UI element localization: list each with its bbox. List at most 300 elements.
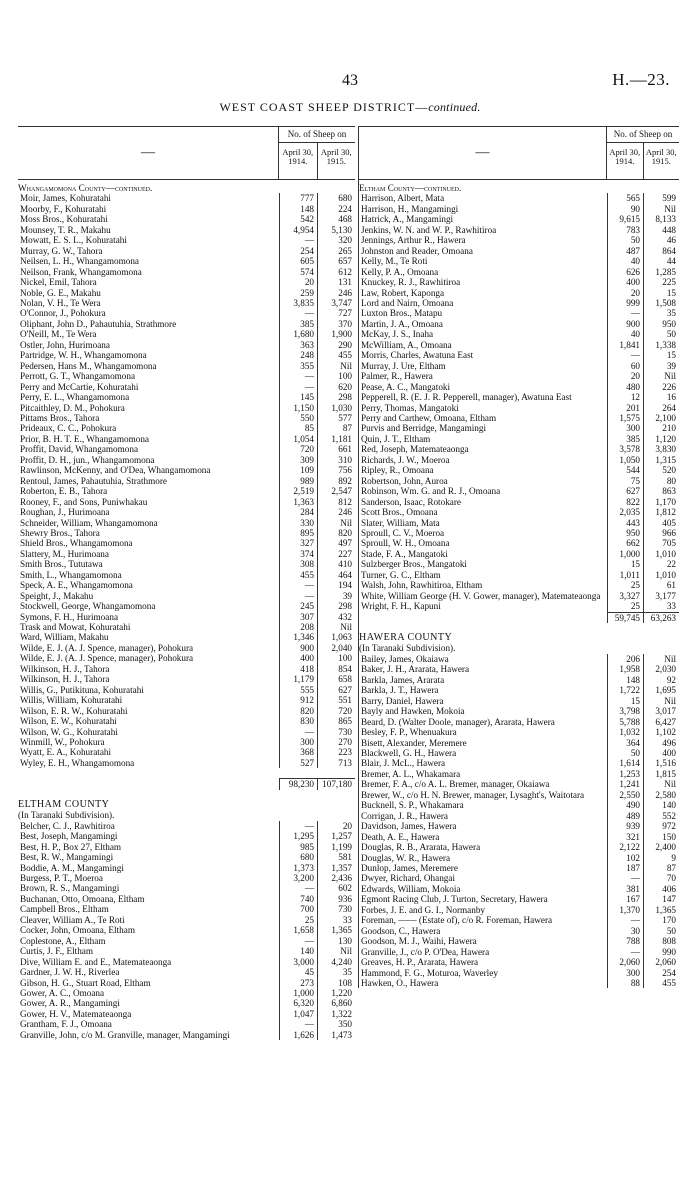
sheep-1915: 602: [317, 883, 355, 893]
sheep-1914: 1,050: [607, 455, 643, 465]
sheep-1915: 61: [643, 580, 679, 590]
table-row: [359, 340, 679, 350]
owner-name: Moss Bros., Kohuratahi: [20, 214, 108, 225]
table-row: [359, 591, 679, 601]
sheep-1914: 2,035: [607, 507, 643, 517]
sheep-1914: 2,550: [607, 790, 643, 800]
table-row: [359, 444, 679, 454]
sheep-1915: 1,102: [643, 727, 679, 737]
table-row: [359, 654, 679, 664]
table-row: [359, 947, 679, 957]
table-row: [359, 298, 679, 308]
table-row: [18, 894, 355, 904]
sheep-1914: 20: [279, 277, 317, 287]
owner-name: Bisett, Alexander, Meremere: [361, 737, 467, 748]
header-1914: April 30, 1914.: [609, 147, 641, 166]
table-row: [359, 214, 679, 224]
sheep-1915: 1,030: [317, 403, 355, 413]
sheep-1915: 705: [643, 538, 679, 548]
sheep-1915: 448: [643, 225, 679, 235]
left-column: [18, 126, 355, 1040]
header-1915: April 30, 1915.: [643, 143, 680, 179]
table-row: [359, 455, 679, 465]
owner-name: Speck, A. E., Whangamomona: [20, 580, 133, 591]
sheep-1914: 480: [607, 382, 643, 392]
owner-name: Winmill, W., Pohokura: [20, 737, 105, 748]
table-row: [18, 497, 355, 507]
table-row: [18, 622, 355, 632]
sheep-1915: 5,130: [317, 225, 355, 235]
sheep-1914: 1,575: [607, 413, 643, 423]
sheep-1915: 227: [317, 549, 355, 559]
sheep-1915: 496: [643, 738, 679, 748]
sheep-1915: 108: [317, 978, 355, 988]
table-row: [359, 413, 679, 423]
title-continued: continued.: [428, 100, 481, 114]
sheep-1915: 2,100: [643, 413, 679, 423]
sheep-1914: 490: [607, 800, 643, 810]
sheep-1915: 730: [317, 904, 355, 914]
sheep-1915: 863: [643, 486, 679, 496]
sheep-1915: 990: [643, 947, 679, 957]
owner-name: Pepperell, R. (E. J. R. Pepperell, manager), Awatuna East: [361, 392, 572, 403]
table-row: [359, 361, 679, 371]
table-row: [18, 685, 355, 695]
sheep-1914: 374: [279, 549, 317, 559]
spacer: [18, 768, 355, 778]
sheep-1915: 35: [317, 967, 355, 977]
sheep-1914: 25: [607, 580, 643, 590]
table-row: [359, 884, 679, 894]
table-row: [18, 988, 355, 998]
owner-name: Wyley, E. H., Whangamomona: [20, 757, 135, 768]
sheep-1915: 455: [643, 978, 679, 988]
owner-name: Hammond, F. G., Moturoa, Waverley: [361, 967, 498, 978]
table-row: [18, 1030, 355, 1040]
owner-name: Bucknell, S. P., Whakamara: [361, 800, 464, 811]
owner-name: Stade, F. A., Mangatoki: [361, 548, 448, 559]
table-row: [18, 413, 355, 423]
sheep-1914: 1,722: [607, 685, 643, 695]
table-row: [359, 434, 679, 444]
table-row: [18, 664, 355, 674]
no-of-sheep-label: No. of Sheep on: [279, 127, 355, 143]
owner-name: McWilliam, A., Omoana: [361, 339, 452, 350]
sheep-1915: 1,315: [643, 455, 679, 465]
sheep-1915: 1,170: [643, 497, 679, 507]
sheep-1915: 298: [317, 601, 355, 611]
table-row: [359, 863, 679, 873]
sheep-1915: 6,427: [643, 717, 679, 727]
header-dash: —: [141, 144, 155, 160]
sheep-1915: Nil: [643, 779, 679, 789]
sheep-1915: 39: [317, 591, 355, 601]
sheep-1915: 226: [643, 382, 679, 392]
owner-name: Morris, Charles, Awatuna East: [361, 350, 474, 361]
owner-name: Pedersen, Hans M., Whangamomona: [20, 360, 157, 371]
sheep-1914: 822: [607, 497, 643, 507]
owner-name: Richards, J. W., Moeroa: [361, 454, 450, 465]
sheep-1914: 309: [279, 455, 317, 465]
table-row: [18, 235, 355, 245]
owner-name: Brewer, W., c/o H. N. Brewer, manager, Lysaght's, Waitotara: [361, 789, 585, 800]
sheep-1914: —: [279, 371, 317, 381]
owner-name: Edwards, William, Mokoia: [361, 883, 461, 894]
sheep-1915: 8,133: [643, 214, 679, 224]
sheep-1915: 50: [643, 926, 679, 936]
owner-name: Wright, F. H., Kapuni: [361, 601, 441, 612]
sheep-1914: 555: [279, 685, 317, 695]
sheep-1914: 912: [279, 695, 317, 705]
table-row: [359, 601, 679, 611]
table-row: [18, 852, 355, 862]
owner-name: Barkla, J. T., Hawera: [361, 685, 439, 696]
table-row: [359, 559, 679, 569]
table-row: [18, 580, 355, 590]
sheep-1914: —: [607, 350, 643, 360]
table-row: [18, 507, 355, 517]
sheep-1914: 245: [279, 601, 317, 611]
table-row: [18, 465, 355, 475]
sheep-1915: 2,040: [317, 643, 355, 653]
sheep-1915: 720: [317, 706, 355, 716]
right-rows: [359, 183, 679, 988]
table-row: [18, 601, 355, 611]
sheep-1914: 489: [607, 811, 643, 821]
sheep-1914: 2,122: [607, 842, 643, 852]
sheep-1914: 900: [607, 319, 643, 329]
sheep-1915: Nil: [643, 371, 679, 381]
sheep-1915: 246: [317, 288, 355, 298]
table-row: [359, 235, 679, 245]
owner-name: Martin, J. A., Omoana: [361, 318, 443, 329]
sheep-1915: Nil: [643, 654, 679, 664]
sheep-1914: 542: [279, 214, 317, 224]
sheep-1914: 788: [607, 936, 643, 946]
table-row: [359, 758, 679, 768]
owner-name: Forbes, J. E. and G. I., Normanby: [361, 904, 486, 915]
owner-name: Robinson, Wm. G. and R. J., Omoana: [361, 486, 501, 497]
sheep-1914: 300: [607, 968, 643, 978]
sheep-1915: 223: [317, 747, 355, 757]
owner-name: Gower, A. R., Mangamingi: [20, 998, 120, 1009]
owner-name: Dunlop, James, Meremere: [361, 863, 458, 873]
sheep-1915: 497: [317, 538, 355, 548]
table-row: [18, 915, 355, 925]
sheep-1914: 455: [279, 570, 317, 580]
table-row: [359, 403, 679, 413]
sheep-1914: 9,615: [607, 214, 643, 224]
total-row: [359, 612, 679, 623]
owner-name: Boddie, A. M., Mangamingi: [20, 862, 124, 873]
sheep-1914: 1,370: [607, 905, 643, 915]
owner-name: Barry, Daniel, Hawera: [361, 695, 444, 706]
sheep-1915: 15: [643, 350, 679, 360]
sheep-1914: 1,000: [279, 988, 317, 998]
table-row: [18, 612, 355, 622]
sheep-1915: 2,030: [643, 664, 679, 674]
sheep-1915: 100: [317, 653, 355, 663]
table-row: [359, 717, 679, 727]
sheep-1915: 4,240: [317, 957, 355, 967]
table-row: [18, 653, 355, 663]
table-row: [359, 675, 679, 685]
sheep-1915: 581: [317, 852, 355, 862]
sheep-1915: 131: [317, 277, 355, 287]
table-row: [359, 518, 679, 528]
table-row: [359, 423, 679, 433]
sheep-1914: 40: [607, 329, 643, 339]
county-heading: ELTHAM COUNTY: [18, 798, 110, 810]
owner-name: Walsh, John, Rawhitiroa, Eltham: [361, 580, 483, 591]
sheep-1914: 1,614: [607, 758, 643, 768]
sheep-1915: 520: [643, 465, 679, 475]
sheep-1915: 210: [643, 423, 679, 433]
sheep-1914: 206: [607, 654, 643, 664]
sheep-1915: 6,860: [317, 998, 355, 1008]
table-row: [359, 926, 679, 936]
sheep-1914: 740: [279, 894, 317, 904]
table-row: [359, 832, 679, 842]
owner-name: Perry, Thomas, Mangatoki: [361, 402, 459, 413]
table-row: [18, 570, 355, 580]
table-row: [18, 204, 355, 214]
table-row: [359, 319, 679, 329]
sheep-1915: 3,017: [643, 706, 679, 716]
owner-name: Willis, G., Putikituna, Kohuratahi: [20, 684, 144, 695]
table-row: [18, 308, 355, 318]
table-row: [359, 225, 679, 235]
sheep-1915: 657: [317, 256, 355, 266]
owner-name: Nolan, V. H., Te Wera: [20, 297, 101, 308]
sheep-1914: 187: [607, 863, 643, 873]
table-row: [359, 392, 679, 402]
owner-name: Wilson, E. R. W., Kohuratahi: [20, 705, 128, 716]
sheep-1914: 680: [279, 852, 317, 862]
table-row: [18, 423, 355, 433]
table-row: [359, 570, 679, 580]
owner-name: Beard, D. (Walter Doole, manager), Ararata, Hawera: [361, 716, 555, 727]
sheep-1915: 33: [643, 601, 679, 611]
sheep-1914: 15: [607, 559, 643, 569]
owner-name: Speight, J., Makahu: [20, 590, 94, 601]
sheep-1915: 264: [643, 403, 679, 413]
owner-name: Dive, William E. and E., Matemateaonga: [20, 956, 172, 967]
sheep-1914: 3,200: [279, 873, 317, 883]
owner-name: Foreman, —— (Estate of), c/o R. Foreman, Hawera: [361, 915, 553, 926]
sheep-1915: 22: [643, 559, 679, 569]
owner-name: Neilson, Frank, Whangamomona: [20, 266, 142, 277]
no-of-sheep-label: No. of Sheep on: [607, 127, 679, 143]
document-reference: H.—23.: [612, 70, 670, 89]
sheep-1915: 87: [317, 423, 355, 433]
owner-name: Davidson, James, Hawera: [361, 821, 457, 832]
table-row: [359, 288, 679, 298]
sheep-1915: 410: [317, 559, 355, 569]
table-row: [359, 968, 679, 978]
sheep-1914: 1,346: [279, 632, 317, 642]
sheep-1914: 2,519: [279, 486, 317, 496]
owner-name: O'Neill, M., Te Wera: [20, 329, 97, 340]
sheep-1915: 1,338: [643, 340, 679, 350]
sheep-1914: 368: [279, 747, 317, 757]
sheep-1915: 1,063: [317, 632, 355, 642]
table-row: [18, 1009, 355, 1019]
owner-name: Partridge, W. H., Whangamomona: [20, 350, 147, 361]
sheep-1914: 3,327: [607, 591, 643, 601]
sheep-1914: 720: [279, 444, 317, 454]
sheep-1915: Nil: [317, 622, 355, 632]
sheep-1914: 400: [279, 653, 317, 663]
sheep-1914: 777: [279, 193, 317, 203]
table-row: [359, 538, 679, 548]
sheep-1915: 936: [317, 894, 355, 904]
owner-name: Douglas, W. R., Hawera: [361, 852, 451, 863]
table-row: [18, 361, 355, 371]
owner-name: Kelly, M., Te Roti: [361, 256, 428, 267]
sheep-1915: 552: [643, 811, 679, 821]
header-1914: April 30, 1914.: [282, 147, 314, 166]
sheep-1914: 75: [607, 476, 643, 486]
sheep-1915: 140: [643, 800, 679, 810]
sheep-1915: 1,815: [643, 769, 679, 779]
sheep-1915: 551: [317, 695, 355, 705]
table-row: [359, 685, 679, 695]
table-row: [18, 737, 355, 747]
owner-name: Coplestone, A., Eltham: [20, 935, 106, 946]
table-row: [18, 821, 355, 831]
sheep-1914: 12: [607, 392, 643, 402]
table-row: [359, 497, 679, 507]
sheep-1914: 662: [607, 538, 643, 548]
table-row: [359, 350, 679, 360]
sheep-1915: 865: [317, 716, 355, 726]
owner-name: Purvis and Berridge, Mangamingi: [361, 423, 487, 434]
table-row: [18, 528, 355, 538]
sheep-1915: 194: [317, 580, 355, 590]
table-row: [18, 288, 355, 298]
owner-name: Gower, H. V., Matemateaonga: [20, 1008, 132, 1019]
owner-name: Slattery, M., Hurimoana: [20, 548, 109, 559]
table-row: [18, 632, 355, 642]
table-row: [359, 915, 679, 925]
table-row: [359, 696, 679, 706]
sheep-1914: —: [279, 936, 317, 946]
table-row: [359, 738, 679, 748]
sheep-1914: 443: [607, 518, 643, 528]
sheep-1914: 4,954: [279, 225, 317, 235]
sheep-1914: 605: [279, 256, 317, 266]
table-row: [18, 758, 355, 768]
sheep-1915: 620: [317, 382, 355, 392]
sheep-1914: 50: [607, 235, 643, 245]
owner-name: Moir, James, Kohuratahi: [20, 193, 111, 204]
table-row: [359, 800, 679, 810]
owner-name: Belcher, C. J., Rawhitiroa: [20, 820, 115, 831]
table-row: [359, 507, 679, 517]
sheep-1914: 25: [279, 915, 317, 925]
table-row: [359, 978, 679, 988]
sheep-1915: 298: [317, 392, 355, 402]
sheep-1915: 1,508: [643, 298, 679, 308]
sheep-1914: 544: [607, 465, 643, 475]
owner-name: Prideaux, C. C., Pohokura: [20, 423, 117, 434]
sheep-1915: 612: [317, 267, 355, 277]
owner-name: Quin, J. T., Eltham: [361, 433, 431, 444]
owner-name: Corrigan, J. R., Hawera: [361, 810, 449, 821]
table-row: [18, 978, 355, 988]
owner-name: Trask and Mowat, Kohuratahi: [20, 622, 131, 633]
sheep-1914: 1,032: [607, 727, 643, 737]
sheep-1915: 812: [317, 497, 355, 507]
sheep-1915: 627: [317, 685, 355, 695]
owner-name: Blackwell, G. H., Hawera: [361, 748, 457, 759]
table-row: [18, 549, 355, 559]
sheep-1914: 895: [279, 528, 317, 538]
sheep-1915: 950: [643, 319, 679, 329]
owner-name: Death, A. E., Hawera: [361, 831, 440, 842]
owner-name: O'Connor, J., Pohokura: [20, 308, 106, 319]
sheep-1915: 730: [317, 727, 355, 737]
sheep-1914: —: [607, 915, 643, 925]
owner-name: Grantham, F. J., Omoana: [20, 1019, 112, 1030]
owner-name: Wilkinson, H. J., Tahora: [20, 663, 110, 674]
sheep-1915: 599: [643, 193, 679, 203]
table-row: [18, 246, 355, 256]
table-row: [359, 936, 679, 946]
sheep-1914: 627: [607, 486, 643, 496]
sheep-1915: 370: [317, 319, 355, 329]
sheep-1914: —: [279, 727, 317, 737]
sheep-1914: 900: [279, 643, 317, 653]
owner-name: McKay, J. S., Inaha: [361, 329, 434, 340]
sheep-1914: 145: [279, 392, 317, 402]
owner-name: Shield Bros., Whangamomona: [20, 538, 133, 549]
table-row: [359, 246, 679, 256]
sheep-1914: —: [279, 308, 317, 318]
sheep-1914: 167: [607, 894, 643, 904]
table-row: [18, 936, 355, 946]
owner-name: Roughan, J., Hurimoana: [20, 507, 110, 518]
owner-name: Bremer, A. L., Whakamara: [361, 768, 461, 779]
owner-name: Noble, G. E., Makahu: [20, 287, 101, 298]
owner-name: Ostler, John, Hurimoana: [20, 339, 110, 350]
owner-name: Shewry Bros., Tahora: [20, 527, 100, 538]
sheep-1914: 300: [607, 423, 643, 433]
right-column-header: [359, 126, 679, 180]
sheep-1915: 455: [317, 350, 355, 360]
owner-name: Jennings, Arthur R., Hawera: [361, 235, 466, 246]
owner-name: Campbell Bros., Eltham: [20, 904, 109, 915]
owner-name: Stockwell, George, Whangamomona: [20, 601, 156, 612]
sheep-1914: 284: [279, 507, 317, 517]
sheep-1914: 1,680: [279, 329, 317, 339]
table-row: [359, 486, 679, 496]
sheep-1915: 9: [643, 853, 679, 863]
owner-name: Turner, G. C., Eltham: [361, 569, 441, 580]
sheep-1915: 224: [317, 204, 355, 214]
owner-name: Hawken, O., Hawera: [361, 977, 439, 988]
sheep-1914: 109: [279, 465, 317, 475]
sheep-1915: 1,365: [317, 925, 355, 935]
total-1915: 107,180: [317, 778, 355, 789]
sheep-1914: 273: [279, 978, 317, 988]
owner-name: Greaves, H. P., Ararata, Hawera: [361, 957, 479, 968]
sheep-1915: 2,060: [643, 957, 679, 967]
sheep-1914: 565: [607, 193, 643, 203]
owner-name: Harrison, H., Mangamingi: [361, 203, 459, 214]
table-row: [18, 998, 355, 1008]
